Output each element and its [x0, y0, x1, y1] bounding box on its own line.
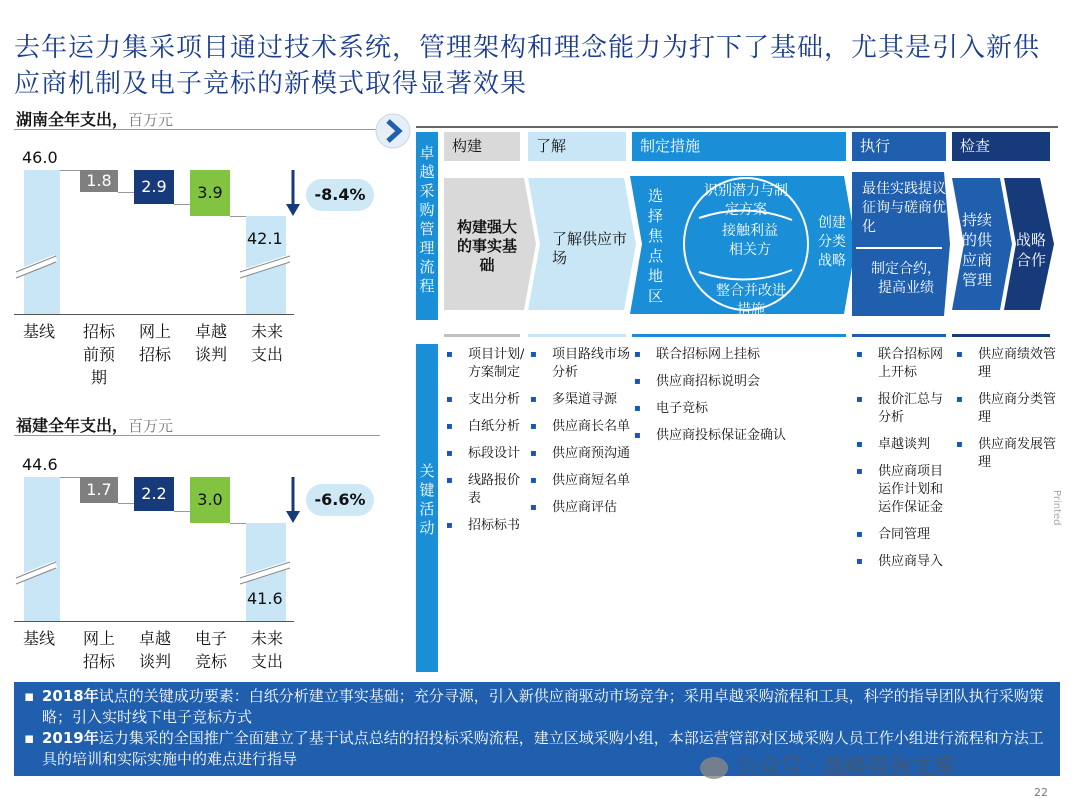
- list-item: ▪ 供应商预沟通: [530, 445, 632, 463]
- fujian-rule: [14, 435, 380, 436]
- step-check-right: 战略合作: [1016, 231, 1047, 269]
- watermark: [700, 750, 955, 781]
- list-item: ▪ 项目路线市场分析: [530, 346, 632, 382]
- step-circle-mid: 接触利益相关方: [722, 223, 778, 258]
- list-item: ▪ 联合招标网上挂标: [634, 346, 848, 364]
- hunan-rule: [14, 129, 380, 130]
- underline-measures: [632, 334, 846, 337]
- hunan-bar-2: 2.9: [134, 170, 174, 204]
- activities-execute: [856, 346, 950, 580]
- list-item: ▪ 多渠道寻源: [530, 391, 632, 409]
- fujian-heading: [16, 413, 173, 436]
- list-item: ▪ 供应商短名单: [530, 472, 632, 490]
- wechat-icon: [700, 757, 728, 779]
- hunan-heading-text: 湖南全年支出，: [16, 110, 129, 129]
- list-item: ▪ 供应商发展管理: [956, 436, 1056, 472]
- fujian-down-arrow-icon: [284, 477, 302, 525]
- list-item: ▪ 供应商投标保证金确认: [634, 427, 848, 445]
- list-item: ▪ 供应商长名单: [530, 418, 632, 436]
- header-check: 检查: [952, 132, 1050, 161]
- list-item: ▪ 供应商绩效管理: [956, 346, 1056, 382]
- summary-text-2: 运力集采的全国推广全面建立了基于试点总结的招投标采购流程，建立区域采购小组，本部运营管部对区域采购人员工作小组进行流程和方法工具的培训和实际实施中的难点进行指导: [42, 729, 1044, 768]
- header-execute: 执行: [852, 132, 946, 161]
- fujian-label-0: 基线: [22, 629, 55, 648]
- fujian-label-2: 卓越谈判: [138, 629, 171, 671]
- header-measures: 制定措施: [632, 132, 846, 161]
- process-top-rule: [416, 126, 1058, 128]
- hunan-label-3: 卓越谈判: [194, 322, 227, 364]
- underline-build: [444, 334, 520, 337]
- fujian-bar-2: 2.2: [134, 477, 174, 511]
- list-item: ▪ 供应商招标说明会: [634, 373, 848, 391]
- hunan-heading: [16, 107, 173, 130]
- list-item: ▪ 支出分析: [446, 391, 526, 409]
- hunan-label-4: 未来支出: [250, 322, 283, 364]
- underline-check: [952, 334, 1050, 337]
- fujian-bar-baseline: [24, 477, 60, 621]
- step-exec-top: 最佳实践提议征询与磋商优化: [862, 181, 946, 235]
- activities-check: [956, 346, 1056, 481]
- hunan-bar-baseline: [24, 170, 60, 314]
- fujian-unit: 百万元: [128, 417, 174, 435]
- connector: [118, 503, 134, 504]
- connector: [60, 170, 80, 171]
- list-item: ▪ 招标标书: [446, 517, 526, 535]
- fujian-bar-1: 1.7: [80, 477, 118, 503]
- hunan-bar-1: 1.8: [80, 170, 118, 192]
- page-number: 22: [1034, 786, 1048, 799]
- summary-text-1: 试点的关键成功要素：白纸分析建立事实基础；充分寻源，引入新供应商驱动市场竞争；采用卓越采购流程和工具，科学的指导团队执行采购策略；引入实时线下电子竞标方式: [42, 687, 1044, 726]
- step-circle-bottom: 整合并改进措施: [716, 283, 786, 318]
- hunan-label-1: 招标前预期: [82, 322, 115, 387]
- hunan-label-0: 基线: [22, 322, 55, 341]
- hunan-pct-badge: -8.4%: [306, 179, 374, 211]
- fujian-axis-break: [14, 558, 304, 588]
- hunan-unit: 百万元: [128, 111, 174, 129]
- page-title: 去年运力集采项目通过技术系统，管理架构和理念能力为打下了基础，尤其是引入新供应商机制及电子竞标的新模式取得显著效果: [14, 33, 1041, 99]
- fujian-value-future: 41.6: [247, 589, 283, 608]
- hunan-value-future: 42.1: [247, 229, 283, 248]
- connector: [118, 192, 134, 193]
- hunan-label-2: 网上招标: [138, 322, 171, 364]
- process-side-label: [416, 132, 438, 320]
- list-item: ▪ 标段设计: [446, 445, 526, 463]
- step-create: 创建分类战略: [818, 215, 846, 269]
- step-select: 选择焦点地区: [648, 187, 664, 305]
- step-check-left: 持续的供应商管理: [962, 211, 993, 289]
- chevron-right-icon: [374, 112, 412, 150]
- fujian-bar-3: 3.0: [190, 477, 230, 523]
- activities-side-label: [416, 344, 438, 672]
- list-item: ▪ 线路报价表: [446, 472, 526, 508]
- list-item: ▪ 报价汇总与分析: [856, 391, 950, 427]
- hunan-bar-3: 3.9: [190, 170, 230, 216]
- connector: [230, 523, 246, 524]
- activities-build: [446, 346, 526, 544]
- connector: [174, 204, 190, 205]
- header-understand: 了解: [528, 132, 626, 161]
- connector: [60, 477, 80, 478]
- step-circle-top: 识别潜力与制定方案: [704, 183, 788, 218]
- underline-execute: [852, 334, 946, 337]
- fujian-heading-text: 福建全年支出，: [16, 416, 129, 435]
- fujian-pct-badge: -6.6%: [306, 484, 374, 516]
- hunan-down-arrow-icon: [284, 170, 302, 218]
- list-item: ▪ 联合招标网上开标: [856, 346, 950, 382]
- fujian-value-baseline: 44.6: [22, 455, 58, 474]
- printed-mark: Printed: [1051, 490, 1062, 526]
- connector: [174, 511, 190, 512]
- list-item: ▪ 供应商项目运作计划和运作保证金: [856, 463, 950, 517]
- fujian-label-4: 未来支出: [250, 629, 283, 671]
- activities-measures: [634, 346, 848, 454]
- list-item: ▪ 供应商导入: [856, 553, 950, 571]
- watermark-text: 公众号 · 战略咨询文库: [736, 755, 955, 780]
- list-item: ▪ 合同管理: [856, 526, 950, 544]
- hunan-value-baseline: 46.0: [22, 148, 58, 167]
- fujian-axis: [14, 621, 294, 622]
- step-understand: 了解供应市场: [552, 230, 628, 267]
- summary-item-1: [24, 686, 1050, 728]
- summary-year-1: 2018年: [42, 687, 99, 705]
- fujian-label-1: 网上招标: [82, 629, 115, 671]
- process-side-text: 卓越采购管理流程: [419, 144, 435, 295]
- list-item: ▪ 供应商分类管理: [956, 391, 1056, 427]
- list-item: ▪ 电子竞标: [634, 400, 848, 418]
- hunan-axis-break: [14, 252, 304, 282]
- list-item: ▪ 项目计划/方案制定: [446, 346, 526, 382]
- header-build: 构建: [444, 132, 520, 161]
- step-build: 构建强大的事实基础: [456, 218, 517, 274]
- underline-understand: [528, 334, 626, 337]
- summary-year-2: 2019年: [42, 729, 99, 747]
- activities-side-text: 关键活动: [419, 462, 435, 537]
- fujian-label-3: 电子竞标: [194, 629, 227, 671]
- list-item: ▪ 白纸分析: [446, 418, 526, 436]
- list-item: ▪ 卓越谈判: [856, 436, 950, 454]
- connector: [230, 216, 246, 217]
- list-item: ▪ 供应商评估: [530, 499, 632, 517]
- step-exec-bottom: 制定合约，提高业绩: [871, 261, 941, 296]
- hunan-axis: [14, 314, 294, 315]
- activities-understand: [530, 346, 632, 526]
